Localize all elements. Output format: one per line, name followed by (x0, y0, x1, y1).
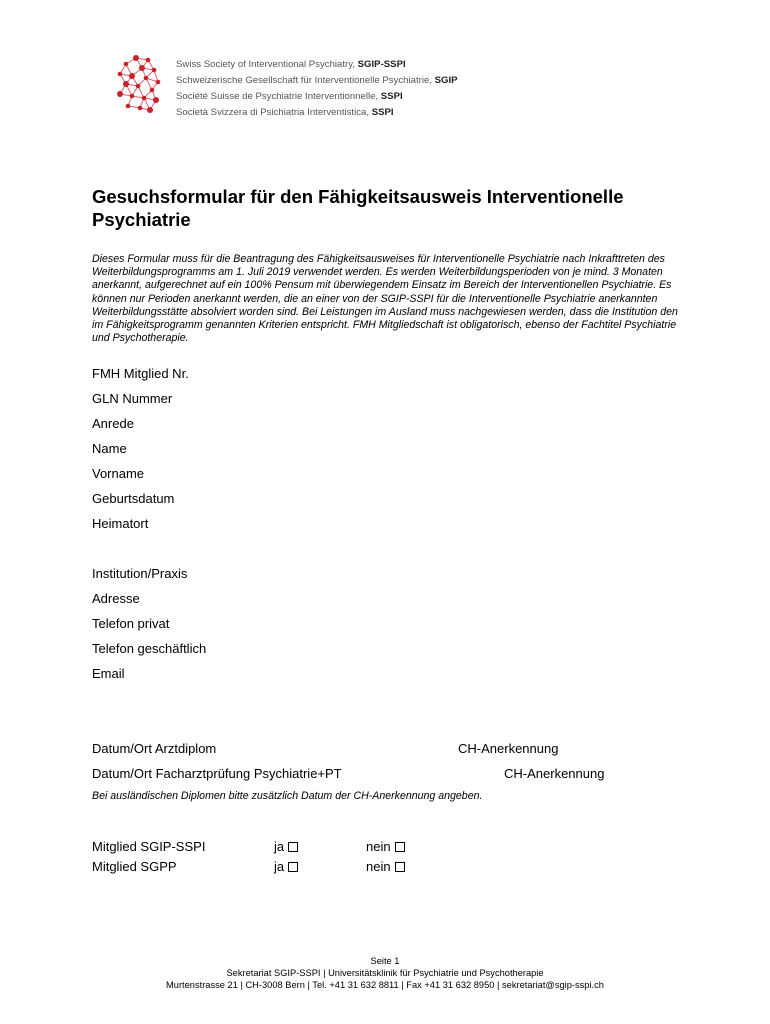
field-name: Name (92, 441, 127, 456)
logo-node (130, 94, 135, 99)
field-medical-diploma: Datum/Ort Arztdiplom (92, 741, 217, 756)
molecule-logo-icon (116, 54, 162, 114)
org-line-fr: Société Suisse de Psychiatrie Interventionnelle, SSPI (176, 91, 403, 102)
field-medical-diploma-recognition: CH-Anerkennung (458, 741, 559, 756)
logo-node (129, 73, 135, 79)
field-gln-number: GLN Nummer (92, 391, 173, 406)
field-place-of-origin: Heimatort (92, 516, 149, 531)
logo-node (117, 91, 123, 97)
membership-sgpp-no: nein (366, 859, 405, 874)
field-institution: Institution/Praxis (92, 566, 188, 581)
membership-sgpp-yes: ja (274, 859, 298, 874)
membership-sgpp-label: Mitglied SGPP (92, 859, 177, 874)
logo-node (133, 55, 139, 61)
org-line-it: Società Svizzera di Psichiatria Interventistica, SSPI (176, 107, 394, 118)
membership-sgip-no-checkbox[interactable] (395, 842, 405, 852)
logo-node (124, 62, 129, 67)
logo-node (152, 68, 157, 73)
org-line-de: Schweizerische Gesellschaft für Interventionelle Psychiatrie, SGIP (176, 75, 458, 86)
field-birth-date: Geburtsdatum (92, 491, 175, 506)
logo-node (142, 96, 147, 101)
field-specialist-exam-recognition: CH-Anerkennung (504, 766, 605, 781)
logo-node (126, 104, 131, 109)
logo-node (147, 107, 153, 113)
membership-sgip-yes-checkbox[interactable] (288, 842, 298, 852)
logo-node (139, 65, 145, 71)
membership-sgip-no: nein (366, 839, 405, 854)
org-line-en: Swiss Society of Interventional Psychiatry, SGIP-SSPI (176, 59, 406, 70)
page-number: Seite 1 (370, 956, 400, 966)
membership-sgpp-yes-checkbox[interactable] (288, 862, 298, 872)
footer-line-2: Murtenstrasse 21 | CH-3008 Bern | Tel. +41 31 632 8811 | Fax +41 31 632 8950 | sekretariat@sgip-sspi.ch (166, 980, 604, 990)
logo-node (123, 81, 129, 87)
diploma-note: Bei ausländischen Diplomen bitte zusätzlich Datum der CH-Anerkennung angeben. (92, 790, 483, 802)
field-fmh-number: FMH Mitglied Nr. (92, 366, 189, 381)
membership-sgip-label: Mitglied SGIP-SSPI (92, 839, 206, 854)
logo-node (150, 88, 155, 93)
field-salutation: Anrede (92, 416, 134, 431)
logo-node (144, 76, 149, 81)
footer-line-1: Sekretariat SGIP-SSPI | Universitätsklinik für Psychiatrie und Psychotherapie (226, 968, 544, 978)
logo-node (156, 80, 161, 85)
logo-node (138, 106, 143, 111)
field-specialist-exam: Datum/Ort Facharztprüfung Psychiatrie+PT (92, 766, 342, 781)
intro-paragraph: Dieses Formular muss für die Beantragung des Fähigkeitsausweises für Interventionelle Psychiatrie nach Inkrafttreten des Weiterbildungsprogramms am 1. Juli 2019 verwendet werden. Es werden Weiterbildungsperioden von je mind. 3 Monaten anerkannt, aufgerechnet auf ein 100% Pensum mit überwiegendem Einsatz im Bereich der Interventionellen Psychiatrie. Es können nur Perioden anerkannt werden, die an einer von der SGIP-SSPI für die Interventionelle Psychiatrie anerkannten Weiterbildungsstätte absolviert worden sind. Bei Leistungen im Ausland muss nachgewiesen werden, dass die Institution den im Fähigkeitsprogramm genannten Kriterien entspricht. FMH Mitgliedschaft ist obligatorisch, ebenso der Fachtitel Psychiatrie und Psychotherapie. (92, 253, 678, 345)
field-phone-business: Telefon geschäftlich (92, 641, 207, 656)
field-first-name: Vorname (92, 466, 145, 481)
logo-node (118, 72, 123, 77)
membership-sgip-yes: ja (274, 839, 298, 854)
form-title: Gesuchsformular für den Fähigkeitsausweis Interventionelle Psychiatrie (92, 186, 624, 230)
logo-node (153, 97, 159, 103)
field-phone-private: Telefon privat (92, 616, 170, 631)
organization-names (176, 57, 458, 121)
logo-node (136, 84, 141, 89)
logo-node (146, 58, 151, 63)
field-email: Email (92, 666, 125, 681)
membership-sgpp-no-checkbox[interactable] (395, 862, 405, 872)
field-address: Adresse (92, 591, 140, 606)
